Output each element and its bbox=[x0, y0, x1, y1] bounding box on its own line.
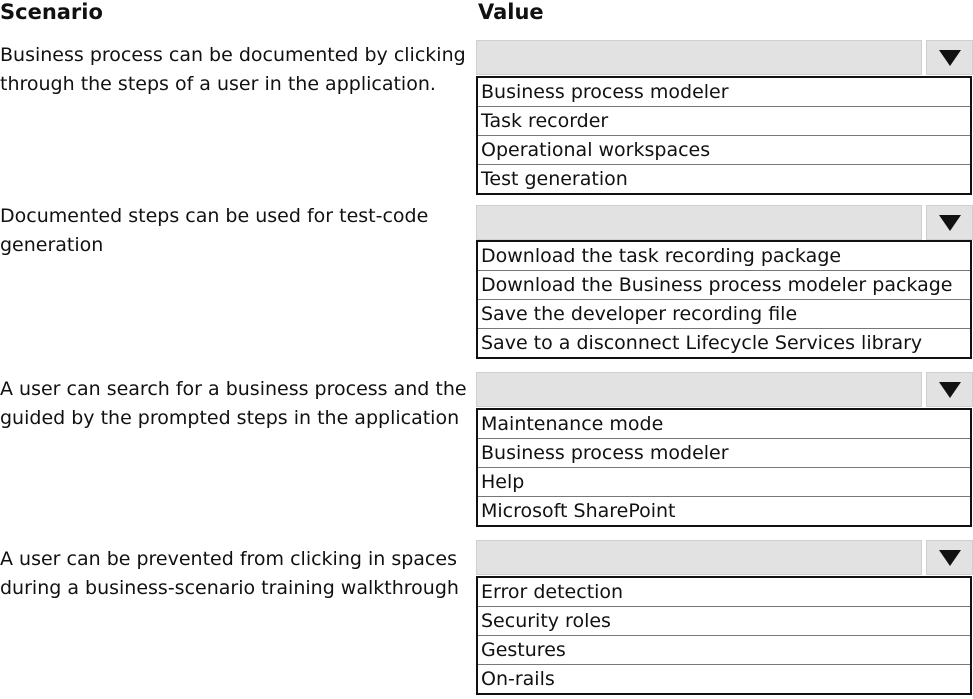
option-item[interactable]: Task recorder bbox=[478, 107, 970, 136]
dropdown-selected-value[interactable] bbox=[476, 40, 922, 75]
scenario-3-option-list bbox=[476, 408, 972, 527]
scenario-4-text: A user can be prevented from clicking in spaces during a business-scenario training walkthrough bbox=[0, 548, 459, 599]
dropdown-toggle-button[interactable] bbox=[926, 205, 973, 240]
dropdown-toggle-button[interactable] bbox=[926, 372, 973, 407]
option-item[interactable]: On-rails bbox=[481, 668, 555, 690]
option-item[interactable]: Microsoft SharePoint bbox=[481, 500, 676, 522]
dropdown-selected-value[interactable] bbox=[476, 372, 922, 407]
option-item[interactable]: Save to a disconnect Lifecycle Services library bbox=[481, 332, 923, 354]
scenario-column-header: Scenario bbox=[0, 0, 103, 24]
option-item[interactable]: Save the developer recording file bbox=[478, 300, 970, 329]
option-item[interactable]: Business process modeler bbox=[478, 439, 970, 468]
dropdown-selected-value[interactable] bbox=[476, 205, 922, 240]
scenario-4-dropdown[interactable] bbox=[476, 540, 973, 575]
option-item[interactable]: Download the task recording package bbox=[478, 242, 970, 271]
scenario-2-text: Documented steps can be used for test-code generation bbox=[0, 205, 429, 256]
option-item[interactable]: Maintenance mode bbox=[478, 410, 970, 439]
triangle-down-icon bbox=[939, 215, 961, 231]
option-item[interactable]: Security roles bbox=[478, 607, 970, 636]
dropdown-toggle-button[interactable] bbox=[926, 40, 973, 75]
scenario-1-text: Business process can be documented by clicking through the steps of a user in the application. bbox=[0, 44, 466, 95]
scenario-3-dropdown[interactable] bbox=[476, 372, 973, 407]
triangle-down-icon bbox=[939, 50, 961, 66]
option-item[interactable]: Error detection bbox=[478, 578, 970, 607]
option-item[interactable]: Operational workspaces bbox=[478, 136, 970, 165]
dropdown-selected-value[interactable] bbox=[476, 540, 922, 575]
triangle-down-icon bbox=[939, 382, 961, 398]
scenario-4-option-list bbox=[476, 576, 972, 695]
value-column-header: Value bbox=[478, 0, 544, 24]
scenario-1-dropdown[interactable] bbox=[476, 40, 973, 75]
option-item[interactable]: Business process modeler bbox=[478, 78, 970, 107]
scenario-3-text: A user can search for a business process and the guided by the prompted steps in the application bbox=[0, 378, 467, 429]
dropdown-toggle-button[interactable] bbox=[926, 540, 973, 575]
triangle-down-icon bbox=[939, 550, 961, 566]
scenario-2-option-list bbox=[476, 240, 972, 359]
option-item[interactable]: Gestures bbox=[478, 636, 970, 665]
scenario-1-option-list bbox=[476, 76, 972, 195]
scenario-2-dropdown[interactable] bbox=[476, 205, 973, 240]
option-item[interactable]: Download the Business process modeler package bbox=[478, 271, 970, 300]
option-item[interactable]: Test generation bbox=[481, 168, 628, 190]
option-item[interactable]: Help bbox=[478, 468, 970, 497]
